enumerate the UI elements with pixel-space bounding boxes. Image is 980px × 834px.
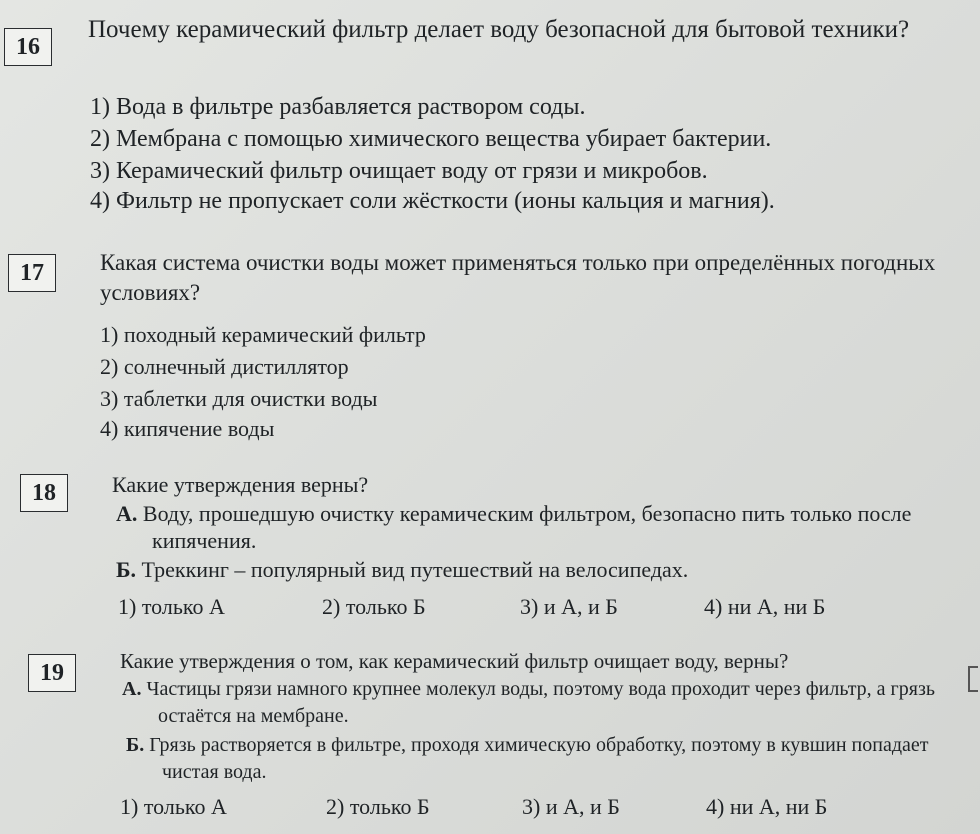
question-number: 17: [8, 254, 56, 292]
statement-label: Б.: [126, 734, 145, 756]
statement-label: Б.: [116, 557, 137, 582]
statement-label: А.: [116, 501, 138, 526]
answer-option-2[interactable]: 2) солнечный дистиллятор: [100, 354, 349, 379]
answer-option-4[interactable]: 4) ни А, ни Б: [704, 594, 826, 619]
edge-bracket-mark: [968, 666, 978, 692]
statement-text: Грязь растворяется в фильтре, проходя химическую обработку, поэтому в кувшин попадает чистая вода.: [149, 734, 929, 783]
answer-option-2[interactable]: 2) Мембрана с помощью химического вещества убирает бактерии.: [90, 126, 772, 152]
statement-a: [116, 500, 980, 554]
question-number: 16: [4, 28, 52, 66]
answer-option-3[interactable]: 3) и А, и Б: [520, 594, 618, 619]
answer-option-4[interactable]: 4) кипячение воды: [100, 416, 275, 441]
answer-option-1[interactable]: 1) походный керамический фильтр: [100, 322, 426, 347]
question-number: 19: [28, 654, 76, 692]
answer-option-1[interactable]: 1) только А: [120, 794, 227, 819]
statement-b: [126, 732, 974, 786]
statement-label: А.: [122, 678, 142, 700]
answer-option-3[interactable]: 3) таблетки для очистки воды: [100, 386, 378, 411]
question-text: Какая система очистки воды может применяться только при определённых погодных условиях?: [100, 250, 936, 305]
answer-option-1[interactable]: 1) Вода в фильтре разбавляется раствором соды.: [90, 94, 586, 120]
statement-text: Частицы грязи намного крупнее молекул воды, поэтому вода проходит через фильтр, а грязь остаётся на мембране.: [146, 678, 935, 727]
statement-b: [116, 556, 944, 583]
statement-a: [122, 676, 974, 730]
statement-text: Воду, прошедшую очистку керамическим фильтром, безопасно пить только после кипячения.: [142, 501, 912, 553]
question-text: Почему керамический фильтр делает воду безопасной для бытовой техники?: [88, 16, 910, 43]
answer-option-4[interactable]: 4) Фильтр не пропускает соли жёсткости (ионы кальция и магния).: [90, 188, 775, 214]
answer-option-3[interactable]: 3) Керамический фильтр очищает воду от грязи и микробов.: [90, 158, 708, 184]
answer-option-2[interactable]: 2) только Б: [322, 594, 426, 619]
answer-option-3[interactable]: 3) и А, и Б: [522, 794, 620, 819]
answer-option-2[interactable]: 2) только Б: [326, 794, 430, 819]
answer-option-4[interactable]: 4) ни А, ни Б: [706, 794, 828, 819]
question-text: Какие утверждения верны?: [112, 472, 369, 497]
answer-option-1[interactable]: 1) только А: [118, 594, 225, 619]
statement-text: Треккинг – популярный вид путешествий на велосипедах.: [141, 557, 689, 582]
question-text: Какие утверждения о том, как керамический фильтр очищает воду, верны?: [120, 649, 789, 673]
question-number: 18: [20, 474, 68, 512]
